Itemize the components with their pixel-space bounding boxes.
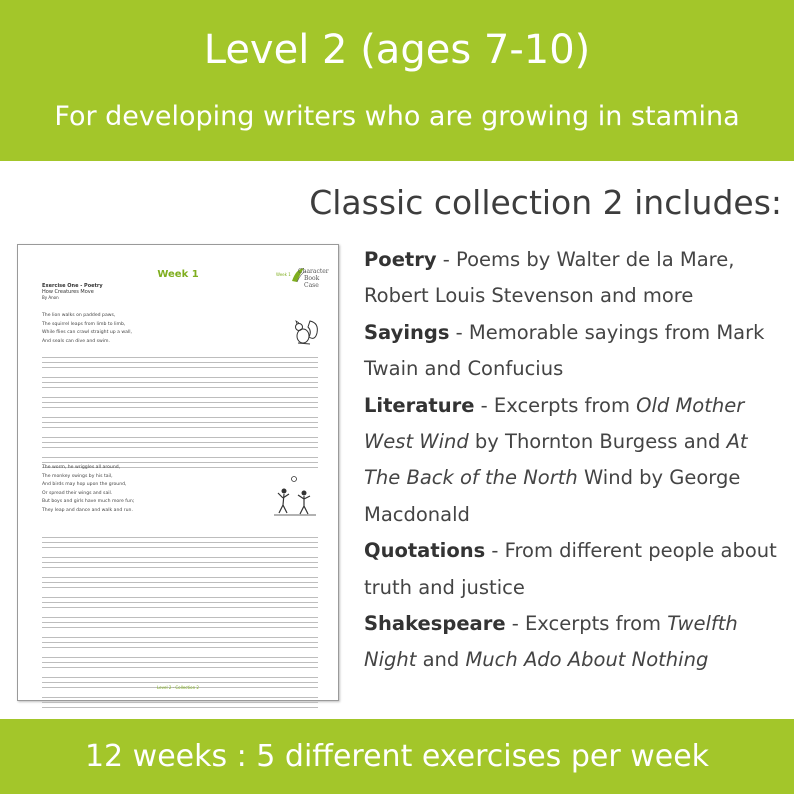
worksheet-exercise-author: By Anon [42, 295, 59, 300]
top-banner [0, 0, 794, 161]
item-quotations: Quotations - From different people about truth and justice [364, 539, 777, 599]
bottom-banner [0, 719, 794, 794]
worksheet-exercise-subtitle: How Creatures Move [42, 289, 94, 295]
worksheet-exercise-title: Exercise One - Poetry [42, 283, 103, 289]
collection-heading: Classic collection 2 includes: [309, 183, 782, 222]
worksheet-preview [17, 244, 339, 701]
weeks-summary: 12 weeks : 5 different exercises per week [84, 739, 710, 774]
level-title: Level 2 (ages 7-10) [203, 27, 591, 73]
worksheet-exercise-heading [42, 283, 103, 301]
item-shakespeare: Shakespeare - Excerpts from Twelfth Night and Much Ado About Nothing [364, 612, 738, 672]
worksheet-poem-2: The worm, he wriggles all around, The monkey swings by his tail, And birds may hop upon the ground, Or spread their wings and sail. But boys and girls have much more fun; They leap and dance and walk and run. [42, 465, 135, 513]
worksheet-logo-text: Character Book Case [298, 268, 329, 289]
worksheet-footer: Level 2 - Collection 2 [157, 685, 199, 690]
children-playing-illustration-icon [270, 475, 320, 519]
writing-lines-1 [42, 357, 318, 468]
item-poetry: Poetry - Poems by Walter de la Mare, Robert Louis Stevenson and more [364, 248, 735, 308]
squirrel-illustration-icon [290, 317, 320, 349]
worksheet-week-title: Week 1 [157, 269, 199, 280]
level-subtitle: For developing writers who are growing in stamina [54, 101, 740, 132]
worksheet-week-tag: Week 1 [276, 272, 291, 277]
worksheet-poem-1: The lion walks on padded paws, The squirrel leaps from limb to limb, While flies can crawl straight up a wall, And seals can dive and swim. [42, 313, 132, 344]
item-sayings: Sayings - Memorable sayings from Mark Twain and Confucius [364, 320, 765, 381]
writing-lines-2 [42, 537, 318, 708]
item-literature: Literature - Excerpts from Old Mother West Wind by Thornton Burgess and At The Back of the North Wind by George Macdonald [364, 393, 748, 526]
collection-description [364, 242, 784, 679]
worksheet-logo [290, 265, 329, 289]
